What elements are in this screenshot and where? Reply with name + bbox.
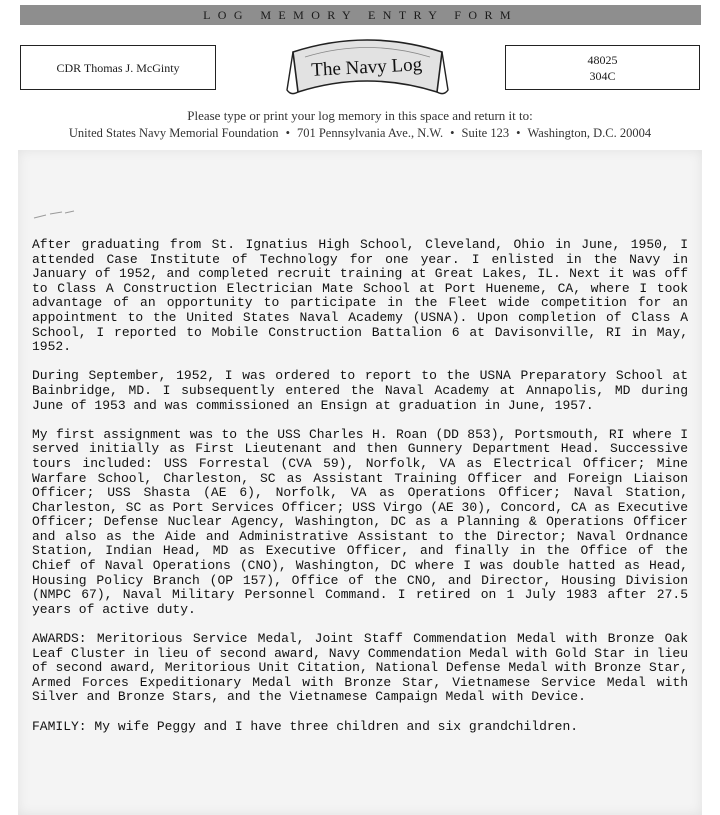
logo-text: The Navy Log <box>310 54 423 81</box>
navy-log-logo <box>285 30 450 102</box>
paragraph-awards: AWARDS: Meritorious Service Medal, Joint Staff Commendation Medal with Bronze Oak Leaf Cluster in lieu of second award, Navy Commendation Medal with Gold Star in lieu of second award, Meritorious Unit Citation, National Defense Medal with Bronze Star, Armed Forces Expeditionary Medal with Bronze Star, Vietnamese Service Medal with Silver and Bronze Stars, and the Vietnamese Campaign Medal with Device. <box>32 631 688 705</box>
log-memory-text <box>32 238 688 749</box>
paragraph-education: After graduating from St. Ignatius High School, Cleveland, Ohio in June, 1950, I attended Case Institute of Technology for one year. I enlisted in the Navy in January of 1952, and completed recruit training at Great Lakes, IL. Next it was off to Class A Construction Electrician Mate School at Port Hueneme, CA, where I took advantage of an opportunity to participate in the Fleet wide competition for an appointment to the United States Naval Academy (USNA). Upon completion of Class A School, I reported to Mobile Construction Battalion 6 at Davisonville, RI in May, 1952. <box>32 237 688 355</box>
address-separator: • <box>285 126 290 140</box>
address-street: 701 Pennsylvania Ave., N.W. <box>296 126 444 140</box>
reference-code: 304C <box>589 68 616 83</box>
address-suite: Suite 123 <box>461 126 510 140</box>
return-instructions: Please type or print your log memory in this space and return it to: <box>187 108 533 123</box>
paragraph-assignments: My first assignment was to the USS Charles H. Roan (DD 853), Portsmouth, RI where I served initially as First Lieutenant and then Gunnery Department Head. Successive tours included: USS Forrestal (CVA 59), Norfolk, VA as Electrical Officer; Mine Warfare School, Charleston, SC as Assistant Training Officer and Foreign Liaison Officer; USS Shasta (AE 6), Norfolk, VA as Operations Officer; Naval Station, Charleston, SC as Port Services Officer; USS Virgo (AE 30), Concord, CA as Executive Officer; Defense Nuclear Agency, Washington, DC as a Planning & Operations Officer and also as the Aide and Administrative Assistant to the Director; Naval Ordnance Station, Indian Head, MD as Executive Officer, and finally in the Office of the Chief of Naval Operations (CNO), Washington, DC where I was double hatted as Head, Housing Policy Branch (OP 157), Office of the CNO, and Director, Housing Division (NMPC 67), Naval Military Personnel Command. I retired on 1 July 1983 after 27.5 years of active duty. <box>32 426 688 617</box>
paragraph-academy: During September, 1952, I was ordered to report to the USNA Preparatory School at Bainbridge, MD. I subsequently entered the Naval Academy at Annapolis, MD during June of 1953 and was commissioned an Ensign at graduation in June, 1957. <box>32 368 688 413</box>
pencil-mark <box>32 210 76 220</box>
reference-box <box>505 45 700 90</box>
paragraph-family: FAMILY: My wife Peggy and I have three children and six grandchildren. <box>32 718 579 734</box>
address-separator: • <box>450 126 455 140</box>
address-org: United States Navy Memorial Foundation <box>68 126 279 140</box>
reference-number: 48025 <box>587 52 618 67</box>
member-name: CDR Thomas J. McGinty <box>56 60 180 75</box>
name-box <box>20 45 216 90</box>
address-city: Washington, D.C. 20004 <box>527 126 652 140</box>
address-separator: • <box>516 126 521 140</box>
form-title: LOG MEMORY ENTRY FORM <box>20 5 701 25</box>
mailing-address <box>0 126 720 141</box>
